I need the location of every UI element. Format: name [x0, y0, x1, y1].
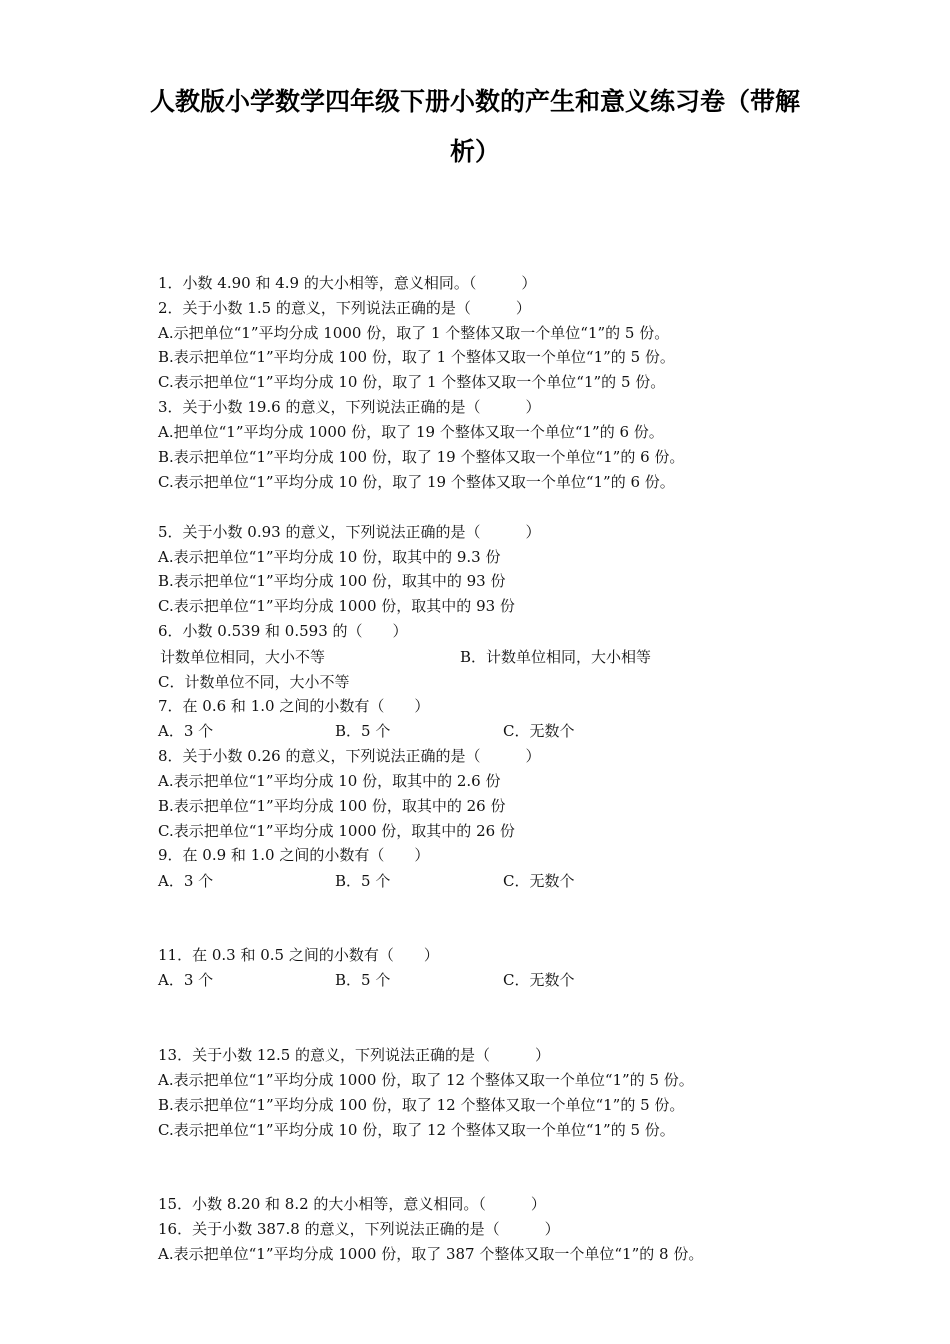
- question-11: 11．在 0.3 和 0.5 之间的小数有（ ）: [158, 946, 439, 964]
- question-2-option-c: C.表示把单位“1”平均分成 10 份，取了 1 个整体又取一个单位“1”的 5 份。: [158, 373, 666, 391]
- page-title-line-1: 人教版小学数学四年级下册小数的产生和意义练习卷（带解: [149, 87, 800, 116]
- question-13: 13．关于小数 12.5 的意义，下列说法正确的是（ ）: [158, 1046, 551, 1064]
- question-13-option-c: C.表示把单位“1”平均分成 10 份，取了 12 个整体又取一个单位“1”的 5 份。: [158, 1121, 675, 1139]
- question-16: 16．关于小数 387.8 的意义，下列说法正确的是（ ）: [158, 1220, 560, 1238]
- question-3-option-a: A.把单位“1”平均分成 1000 份，取了 19 个整体又取一个单位“1”的 6 份。: [158, 423, 664, 441]
- question-9-option-a: A．3 个: [158, 872, 214, 890]
- question-7: 7．在 0.6 和 1.0 之间的小数有（ ）: [158, 697, 430, 715]
- question-2: 2．关于小数 1.5 的意义，下列说法正确的是（ ）: [158, 299, 531, 317]
- question-5-option-b: B.表示把单位“1”平均分成 100 份，取其中的 93 份: [158, 572, 506, 590]
- question-2-option-b: B.表示把单位“1”平均分成 100 份，取了 1 个整体又取一个单位“1”的 5 份。: [158, 348, 675, 366]
- question-6: 6．小数 0.539 和 0.593 的（ ）: [158, 622, 408, 640]
- question-6-option-c: C．计数单位不同，大小不等: [158, 673, 350, 691]
- question-1: 1．小数 4.90 和 4.9 的大小相等，意义相同。（ ）: [158, 274, 537, 292]
- question-16-option-a: A.表示把单位“1”平均分成 1000 份，取了 387 个整体又取一个单位“1”的 8 份。: [158, 1245, 704, 1263]
- question-8: 8．关于小数 0.26 的意义，下列说法正确的是（ ）: [158, 747, 541, 765]
- question-15: 15．小数 8.20 和 8.2 的大小相等，意义相同。（ ）: [158, 1195, 546, 1213]
- question-8-option-a: A.表示把单位“1”平均分成 10 份，取其中的 2.6 份: [158, 772, 501, 790]
- question-8-option-c: C.表示把单位“1”平均分成 1000 份，取其中的 26 份: [158, 822, 515, 840]
- question-5-option-c: C.表示把单位“1”平均分成 1000 份，取其中的 93 份: [158, 597, 515, 615]
- question-11-option-b: B．5 个: [335, 971, 391, 989]
- question-11-option-c: C．无数个: [503, 971, 575, 989]
- question-5: 5．关于小数 0.93 的意义，下列说法正确的是（ ）: [158, 523, 541, 541]
- question-8-option-b: B.表示把单位“1”平均分成 100 份，取其中的 26 份: [158, 797, 506, 815]
- question-6-option-b: B．计数单位相同，大小相等: [460, 648, 652, 666]
- question-11-option-a: A．3 个: [158, 971, 214, 989]
- question-13-option-b: B.表示把单位“1”平均分成 100 份，取了 12 个整体又取一个单位“1”的 5 份。: [158, 1096, 685, 1114]
- question-2-option-a: A.示把单位“1”平均分成 1000 份，取了 1 个整体又取一个单位“1”的 5 份。: [158, 324, 670, 342]
- question-13-option-a: A.表示把单位“1”平均分成 1000 份，取了 12 个整体又取一个单位“1”的 5 份。: [158, 1071, 694, 1089]
- question-9-option-c: C．无数个: [503, 872, 575, 890]
- question-9: 9．在 0.9 和 1.0 之间的小数有（ ）: [158, 846, 430, 864]
- question-3-option-b: B.表示把单位“1”平均分成 100 份，取了 19 个整体又取一个单位“1”的 6 份。: [158, 448, 685, 466]
- question-7-option-a: A．3 个: [158, 722, 214, 740]
- question-7-option-b: B．5 个: [335, 722, 391, 740]
- question-3: 3．关于小数 19.6 的意义，下列说法正确的是（ ）: [158, 398, 541, 416]
- question-3-option-c: C.表示把单位“1”平均分成 10 份，取了 19 个整体又取一个单位“1”的 6 份。: [158, 473, 675, 491]
- question-5-option-a: A.表示把单位“1”平均分成 10 份，取其中的 9.3 份: [158, 548, 501, 566]
- page-title-line-2: 析）: [449, 137, 500, 166]
- question-9-option-b: B．5 个: [335, 872, 391, 890]
- question-7-option-c: C．无数个: [503, 722, 575, 740]
- question-6-option-a: 计数单位相同，大小不等: [160, 648, 326, 666]
